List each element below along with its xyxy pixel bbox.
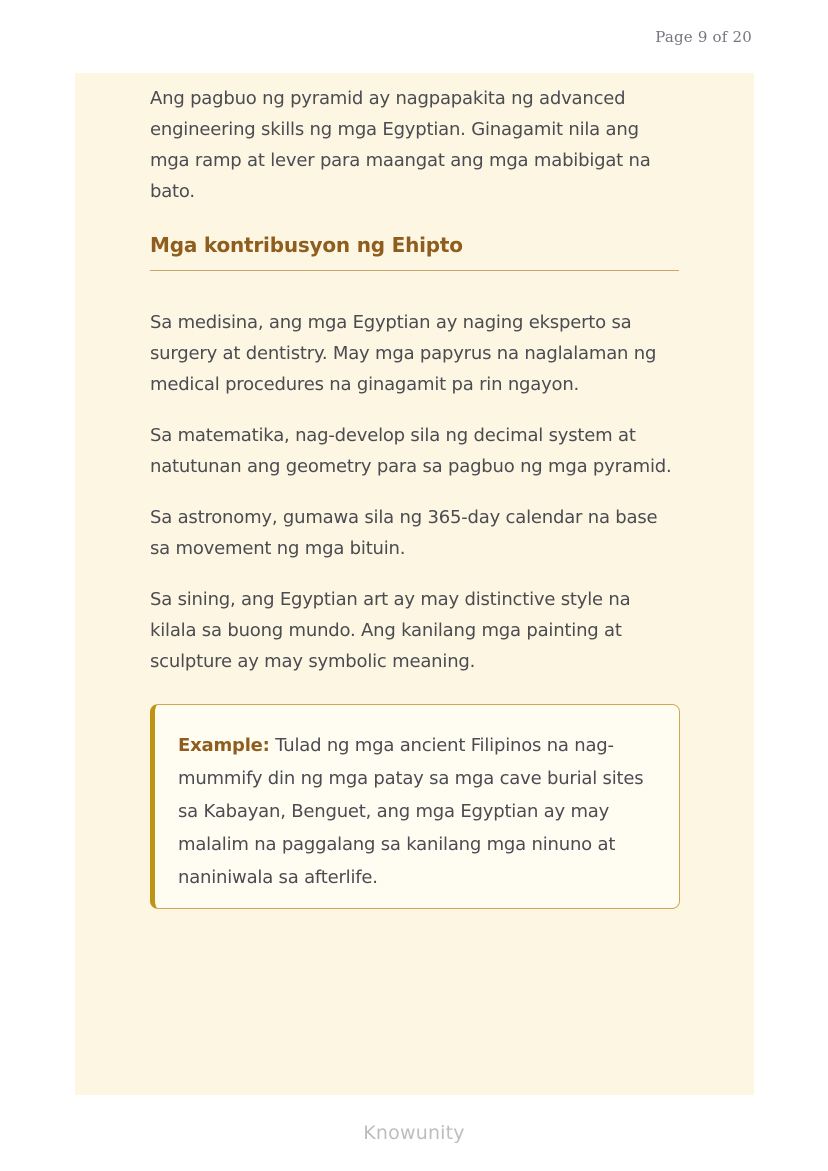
example-body-text: Tulad ng mga ancient Filipinos na nag-mummify din ng mga patay sa mga cave burial sites sa Kabayan, Benguet, ang mga Egyptian ay may malalim na paggalang sa kanilang mga ninuno at naniniwala sa afterlife.: [178, 735, 644, 888]
paragraph-medisina: Sa medisina, ang mga Egyptian ay naging eksperto sa surgery at dentistry. May mga papyrus na naglalaman ng medical procedures na ginagamit pa rin ngayon.: [150, 312, 657, 395]
footer-brand: Knowunity: [363, 1122, 465, 1144]
example-callout: [150, 704, 680, 909]
paragraph-astronomy: Sa astronomy, gumawa sila ng 365-day calendar na base sa movement ng mga bituin.: [150, 507, 658, 559]
example-paragraph: [178, 729, 655, 894]
section-heading: Mga kontribusyon ng Ehipto: [150, 233, 679, 271]
paragraph-sining: Sa sining, ang Egyptian art ay may distinctive style na kilala sa buong mundo. Ang kanilang mga painting at sculpture ay may symbolic meaning.: [150, 589, 631, 672]
example-label: Example:: [178, 735, 270, 756]
paragraph-matematika: Sa matematika, nag-develop sila ng decimal system at natutunan ang geometry para sa pagbuo ng mga pyramid.: [150, 425, 672, 477]
page-indicator: Page 9 of 20: [655, 28, 752, 46]
paragraph-pyramid-intro: Ang pagbuo ng pyramid ay nagpapakita ng advanced engineering skills ng mga Egyptian. Ginagamit nila ang mga ramp at lever para maangat ang mga mabibigat na bato.: [150, 88, 651, 202]
content-sheet: [75, 73, 754, 1095]
